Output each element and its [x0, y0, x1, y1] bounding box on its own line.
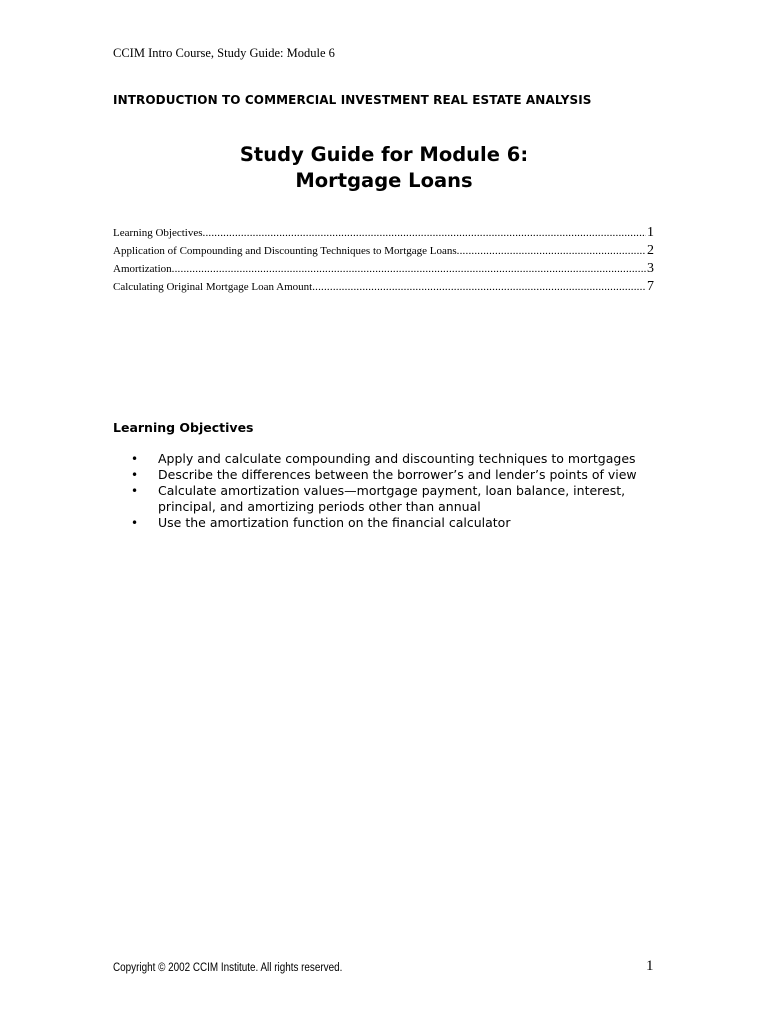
toc-entry-label: Amortization [113, 263, 172, 275]
list-item-text: Calculate amortization values—mortgage payment, loan balance, interest, principal, and amortizing periods other than annual [158, 483, 626, 514]
toc-entry-page: 3 [647, 261, 654, 276]
toc-entry-learning-objectives[interactable] [113, 224, 654, 242]
section-heading-learning-objectives: Learning Objectives [113, 420, 254, 435]
toc-dot-leader [312, 278, 646, 296]
toc-entry-amortization[interactable] [113, 260, 654, 278]
course-title: INTRODUCTION TO COMMERCIAL INVESTMENT REAL ESTATE ANALYSIS [113, 93, 592, 107]
toc-dot-leader [172, 260, 646, 278]
bullet-icon: • [131, 516, 139, 530]
table-of-contents [113, 224, 654, 296]
learning-objectives-list [113, 451, 673, 531]
document-title-line-2: Mortgage Loans [295, 169, 473, 192]
toc-entry-page: 1 [647, 225, 654, 240]
toc-dot-leader [203, 224, 647, 242]
footer-page-number: 1 [646, 958, 654, 974]
toc-entry-compounding-discounting[interactable] [113, 242, 654, 260]
toc-dot-leader [457, 242, 646, 260]
document-title-line-1: Study Guide for Module 6: [239, 143, 529, 166]
footer-copyright: Copyright © 2002 CCIM Institute. All rights reserved. [113, 962, 343, 974]
list-item-text: Use the amortization function on the financial calculator [158, 515, 511, 530]
bullet-icon: • [131, 484, 139, 498]
list-item [113, 515, 658, 531]
toc-entry-label: Learning Objectives [113, 227, 203, 239]
running-header: CCIM Intro Course, Study Guide: Module 6 [113, 46, 335, 60]
list-item-text: Apply and calculate compounding and discounting techniques to mortgages [158, 451, 636, 466]
list-item [113, 467, 658, 483]
toc-entry-label: Application of Compounding and Discounting Techniques to Mortgage Loans [113, 245, 457, 257]
bullet-icon: • [131, 452, 139, 466]
toc-entry-page: 7 [647, 279, 654, 294]
list-item-text: Describe the differences between the borrower’s and lender’s points of view [158, 467, 637, 482]
toc-entry-page: 2 [647, 243, 654, 258]
toc-entry-label: Calculating Original Mortgage Loan Amount [113, 281, 313, 293]
list-item [113, 451, 658, 467]
list-item [113, 483, 658, 515]
toc-entry-original-loan-amount[interactable] [113, 278, 654, 296]
bullet-icon: • [131, 468, 139, 482]
